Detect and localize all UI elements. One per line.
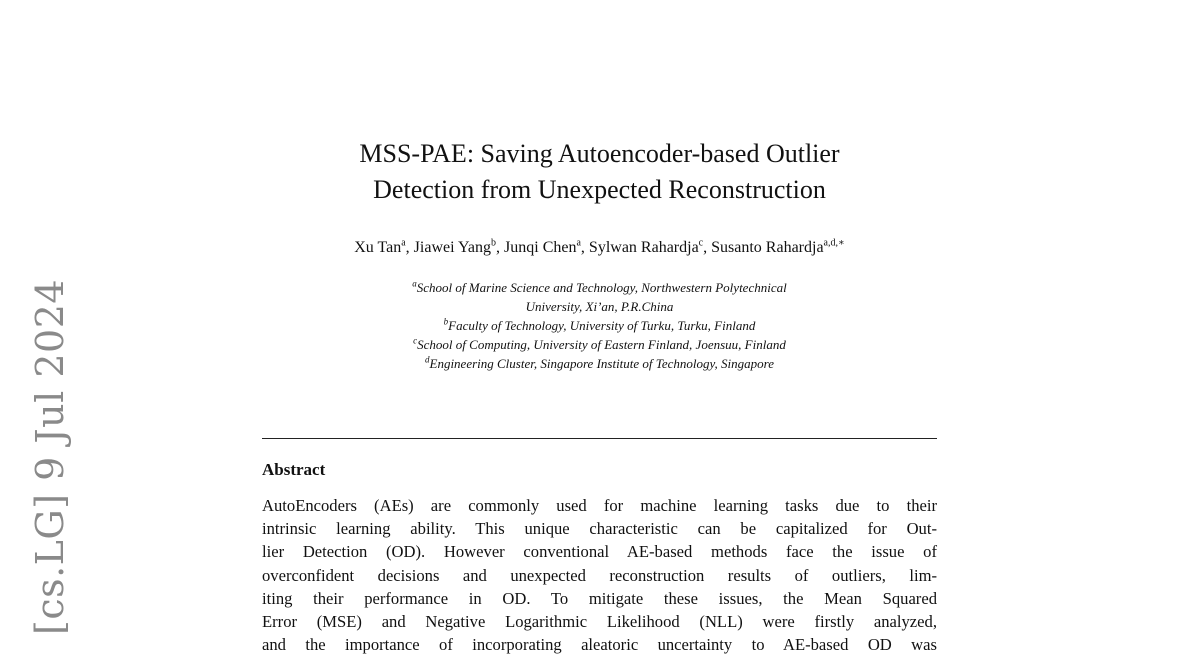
- author: Susanto Rahardja$^{a,d,∗}$: [711, 237, 845, 256]
- abstract-line: AutoEncoders (AEs) are commonly used for machine learning tasks due to their: [262, 496, 937, 515]
- abstract-line: lier Detection (OD). However conventional AE-based methods face the issue of: [262, 542, 937, 562]
- affiliation-list: [262, 278, 937, 373]
- affiliation-item: $^b$Faculty of Technology, University of Turku, Turku, Finland: [443, 316, 756, 333]
- author: Xu Tan$^a$,: [354, 237, 414, 256]
- horizontal-rule: [262, 438, 937, 439]
- arxiv-side-stamp: [cs.LG] 9 Jul 2024: [28, 278, 72, 635]
- affiliation-item: $^a$School of Marine Science and Technology, Northwestern Polytechnical: [412, 278, 787, 295]
- author-list: [262, 238, 937, 258]
- abstract-line: iting their performance in OD. To mitigate these issues, the Mean Squared: [262, 588, 937, 608]
- paper-title: [262, 136, 937, 208]
- author: Jiawei Yang$^b$,: [413, 237, 505, 256]
- affiliation-item: $^d$Engineering Cluster, Singapore Institute of Technology, Singapore: [425, 354, 774, 371]
- abstract-line: Error (MSE) and Negative Logarithmic Likelihood (NLL) were firstly analyzed,: [262, 612, 937, 632]
- title-line-2: Detection from Unexpected Reconstruction: [373, 175, 826, 204]
- abstract-heading: Abstract: [262, 460, 326, 479]
- affiliation-item: $^c$School of Computing, University of Eastern Finland, Joensuu, Finland: [413, 335, 786, 352]
- affiliation-item: University, Xi’an, P.R.China: [525, 299, 674, 314]
- abstract-line: and the importance of incorporating aleatoric uncertainty to AE-based OD was: [262, 635, 937, 655]
- author: Junqi Chen$^a$,: [504, 237, 589, 256]
- abstract-body: [262, 494, 937, 656]
- title-line-1: MSS-PAE: Saving Autoencoder-based Outlier: [359, 139, 840, 168]
- author: Sylwan Rahardja$^c$,: [588, 237, 712, 256]
- abstract-line: intrinsic learning ability. This unique characteristic can be capitalized for Out-: [262, 519, 937, 539]
- abstract-line: overconfident decisions and unexpected reconstruction results of outliers, lim-: [262, 565, 937, 585]
